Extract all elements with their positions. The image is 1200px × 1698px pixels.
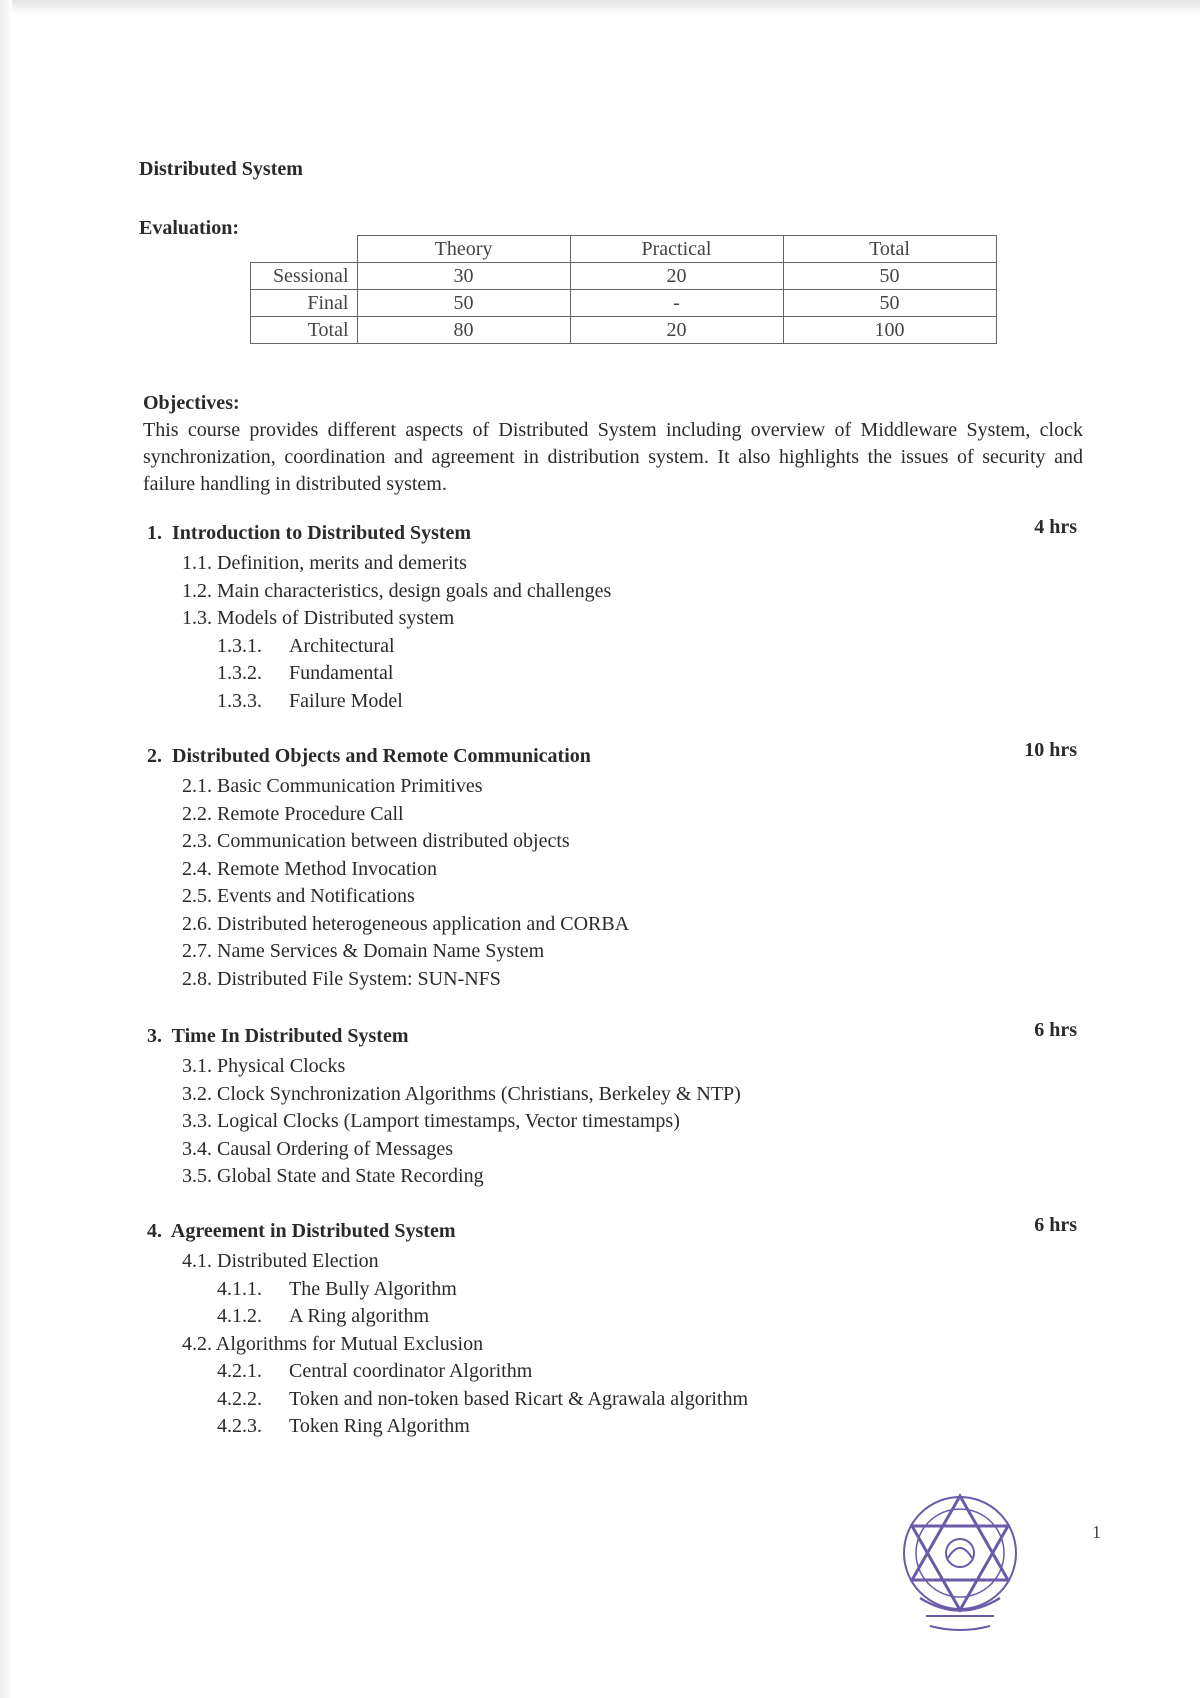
section-hours: 6 hrs: [1034, 1214, 1077, 1236]
university-seal-icon: [890, 1488, 1030, 1638]
item-number: 4.1.1.: [217, 1277, 262, 1300]
item-text: Architectural: [289, 634, 395, 657]
section-hours: 6 hrs: [1034, 1019, 1077, 1041]
item-text: Token and non-token based Ricart & Agrawala algorithm: [289, 1387, 749, 1410]
item-number: 3.1.: [182, 1055, 212, 1077]
list-item: [147, 605, 1087, 633]
item-number: 2.6.: [182, 912, 212, 935]
item-number: 4.1.2.: [217, 1305, 262, 1327]
cell-total: 50: [783, 263, 996, 290]
cell-total: 50: [783, 290, 996, 317]
item-text: Physical Clocks: [217, 1055, 346, 1077]
item-text: Logical Clocks (Lamport timestamps, Vector timestamps): [217, 1110, 680, 1132]
cell-theory: 50: [357, 290, 570, 317]
item-text: Remote Procedure Call: [217, 802, 404, 825]
item-text: Distributed Election: [217, 1250, 379, 1272]
list-item: [147, 801, 1087, 829]
section-2: [147, 739, 1087, 993]
scan-edge-top: [0, 0, 1200, 14]
item-number: 2.1.: [182, 775, 212, 797]
course-title: Distributed System: [139, 158, 303, 180]
list-item: [147, 1386, 1087, 1414]
item-number: 2.2.: [182, 802, 212, 825]
section-hours: 10 hrs: [1024, 739, 1077, 761]
item-number: 1.3.1.: [217, 634, 262, 657]
header-total: Total: [783, 236, 996, 263]
item-text: Token Ring Algorithm: [289, 1415, 470, 1437]
item-number: 2.5.: [182, 885, 212, 907]
item-text: Definition, merits and demerits: [217, 552, 467, 574]
list-item: [147, 911, 1087, 939]
list-item: [147, 966, 1087, 994]
section-heading: [147, 739, 1087, 773]
cell-theory: 30: [357, 263, 570, 290]
item-number: 3.5.: [182, 1165, 212, 1187]
section-title: Introduction to Distributed System: [172, 522, 472, 544]
item-text: Central coordinator Algorithm: [289, 1360, 533, 1382]
item-number: 2.7.: [182, 940, 212, 962]
item-text: Remote Method Invocation: [217, 857, 437, 880]
list-item: [147, 688, 1087, 716]
row-label: Final: [251, 290, 358, 317]
item-number: 3.4.: [182, 1137, 212, 1160]
item-number: 2.8.: [182, 967, 212, 990]
row-label: Total: [251, 317, 358, 344]
row-label: Sessional: [251, 263, 358, 290]
item-text: Fundamental: [289, 662, 394, 684]
item-text: Main characteristics, design goals and challenges: [217, 579, 612, 602]
item-text: A Ring algorithm: [289, 1305, 429, 1327]
list-item: [147, 1248, 1087, 1276]
cell-practical: 20: [570, 263, 783, 290]
item-number: 1.3.3.: [217, 689, 262, 712]
list-item: [147, 1331, 1087, 1359]
objectives-heading: Objectives:: [143, 392, 240, 414]
list-item: [147, 1358, 1087, 1386]
item-number: 3.2.: [182, 1082, 212, 1105]
cell-theory: 80: [357, 317, 570, 344]
section-heading: [147, 1019, 1087, 1053]
item-text: Communication between distributed objects: [217, 830, 570, 852]
section-1: [147, 516, 1087, 715]
item-number: 2.4.: [182, 857, 212, 880]
item-text: Distributed File System: SUN-NFS: [217, 967, 501, 990]
section-heading: [147, 1214, 1087, 1248]
list-item: [147, 1163, 1087, 1191]
section-4: [147, 1214, 1087, 1441]
table-row: [251, 290, 997, 317]
item-text: Clock Synchronization Algorithms (Christians, Berkeley & NTP): [217, 1082, 741, 1105]
evaluation-label: Evaluation:: [139, 217, 240, 239]
cell-total: 100: [783, 317, 996, 344]
evaluation-table: [250, 235, 997, 344]
item-text: Failure Model: [289, 689, 403, 712]
table-row: [251, 317, 997, 344]
header-theory: Theory: [357, 236, 570, 263]
scan-edge-left: [0, 0, 12, 1698]
page-number: 1: [1092, 1522, 1101, 1542]
item-number: 4.2.2.: [217, 1387, 262, 1410]
header-practical: Practical: [570, 236, 783, 263]
list-item: [147, 633, 1087, 661]
list-item: [147, 1053, 1087, 1081]
item-number: 4.2.: [182, 1332, 212, 1355]
item-number: 1.1.: [182, 552, 212, 574]
cell-practical: -: [570, 290, 783, 317]
item-text: The Bully Algorithm: [289, 1277, 457, 1300]
item-number: 1.3.2.: [217, 662, 262, 684]
list-item: [147, 1081, 1087, 1109]
list-item: [147, 938, 1087, 966]
item-number: 2.3.: [182, 830, 212, 852]
table-row: [251, 263, 997, 290]
section-number: 2.: [147, 745, 162, 767]
item-text: Causal Ordering of Messages: [217, 1137, 454, 1160]
list-item: [147, 1413, 1087, 1441]
section-heading: [147, 516, 1087, 550]
item-text: Global State and State Recording: [217, 1165, 484, 1187]
item-number: 4.2.1.: [217, 1360, 262, 1382]
list-item: [147, 828, 1087, 856]
section-title: Distributed Objects and Remote Communication: [172, 745, 591, 767]
item-text: Models of Distributed system: [217, 607, 455, 629]
list-item: [147, 550, 1087, 578]
list-item: [147, 1303, 1087, 1331]
item-text: Distributed heterogeneous application and CORBA: [217, 912, 630, 935]
section-number: 3.: [147, 1025, 162, 1047]
section-title: Time In Distributed System: [171, 1025, 409, 1047]
objectives-block: [143, 390, 1083, 498]
list-item: [147, 856, 1087, 884]
table-header-row: [251, 236, 997, 263]
section-number: 1.: [147, 522, 162, 544]
item-number: 3.3.: [182, 1110, 212, 1132]
item-number: 1.3.: [182, 607, 212, 629]
list-item: [147, 773, 1087, 801]
list-item: [147, 660, 1087, 688]
list-item: [147, 1136, 1087, 1164]
item-text: Name Services & Domain Name System: [217, 940, 545, 962]
list-item: [147, 578, 1087, 606]
list-item: [147, 883, 1087, 911]
objectives-text: This course provides different aspects of Distributed System including overview of Middleware System, clock synchronization, coordination and agreement in distribution system. It also highlights the issues of security and failure handling in distributed system.: [143, 419, 1083, 495]
section-hours: 4 hrs: [1034, 516, 1077, 538]
item-text: Events and Notifications: [217, 885, 415, 907]
list-item: [147, 1276, 1087, 1304]
section-title: Agreement in Distributed System: [170, 1220, 456, 1242]
table-corner-cell: [251, 236, 358, 263]
item-text: Basic Communication Primitives: [217, 775, 483, 797]
item-number: 1.2.: [182, 579, 212, 602]
section-3: [147, 1019, 1087, 1191]
section-number: 4.: [147, 1220, 162, 1242]
cell-practical: 20: [570, 317, 783, 344]
item-number: 4.2.3.: [217, 1415, 262, 1437]
list-item: [147, 1108, 1087, 1136]
item-text: Algorithms for Mutual Exclusion: [215, 1332, 484, 1355]
item-number: 4.1.: [182, 1250, 212, 1272]
